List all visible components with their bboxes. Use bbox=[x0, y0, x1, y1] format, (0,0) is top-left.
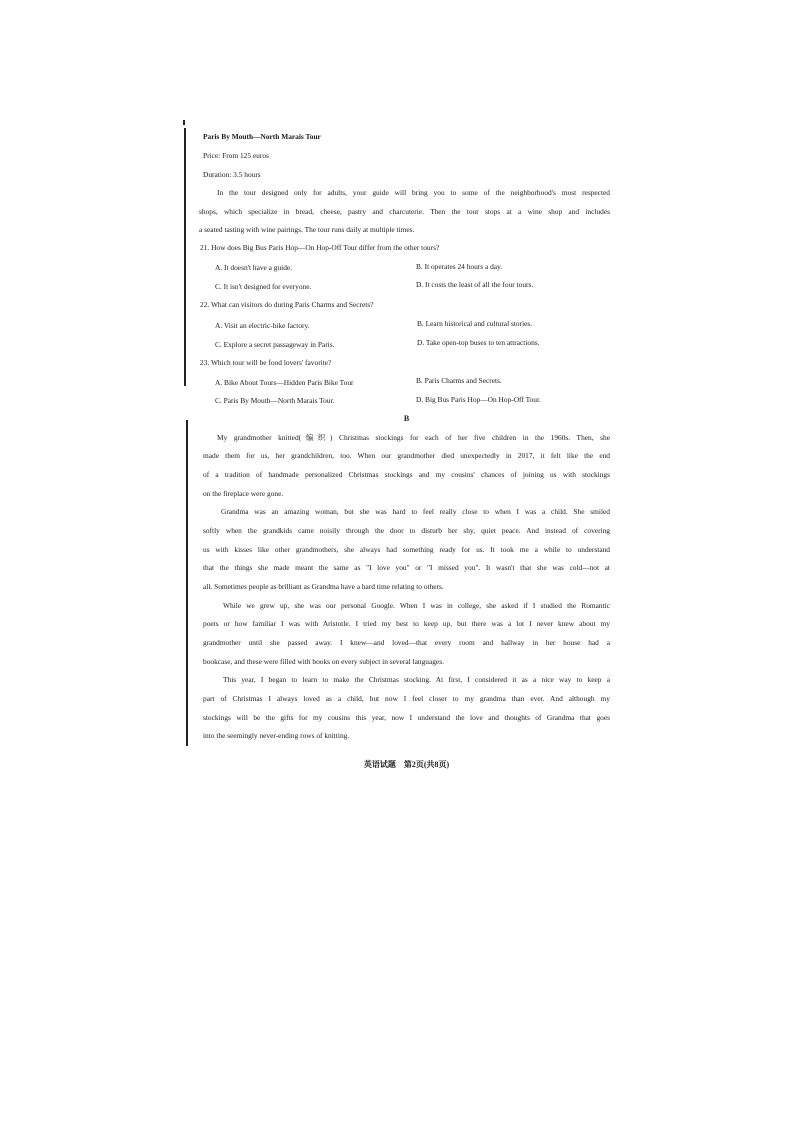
option-21c: C. It isn't designed for everyone. bbox=[215, 282, 312, 291]
question-23: 23. Which tour will be food lovers' favorite? bbox=[200, 358, 332, 367]
option-22c: C. Explore a secret passageway in Paris. bbox=[215, 340, 335, 349]
passage-b-line: of a tradition of handmade personalized Christmas stockings and my cousins' chances of joining us with stockings bbox=[203, 470, 610, 479]
passage-b-line: This year, I began to learn to make the Christmas stocking. At first, I considered it as a nice way to keep a bbox=[223, 675, 610, 684]
option-23d: D. Big Bus Paris Hop—On Hop-Off Tour. bbox=[416, 395, 541, 404]
option-23a: A. Bike About Tours—Hidden Paris Bike Tour bbox=[215, 378, 354, 387]
passage-b-line: part of Christmas I always loved as a child, but now I feel closer to my grandma than ever. And although my bbox=[203, 694, 610, 703]
option-21d: D. It costs the least of all the four tours. bbox=[416, 280, 534, 289]
question-22: 22. What can visitors do during Paris Charms and Secrets? bbox=[200, 300, 374, 309]
passage-b-line: made them for us, her grandchildren, too. When our grandmother died unexpectedly in 2017, it felt like the end bbox=[203, 451, 610, 460]
scan-margin-line-top bbox=[184, 128, 186, 386]
tour-description-line: a seated tasting with wine pairings. The tour runs daily at multiple times. bbox=[199, 225, 415, 234]
passage-b-line: poets or how familiar I was with Aristotle. I tried my best to keep up, but there was a lot I never knew about my bbox=[203, 619, 610, 628]
option-22a: A. Visit an electric-bike factory. bbox=[215, 321, 310, 330]
passage-b-line: softly when the grandkids came noisily through the door to disturb her shy, quiet peace. And instead of covering bbox=[203, 526, 610, 535]
passage-b-line: While we grew up, she was our personal Google. When I was in college, she asked if I studied the Romantic bbox=[223, 601, 610, 610]
passage-b-line: into the seemingly never-ending rows of knitting. bbox=[203, 731, 350, 740]
option-22d: D. Take open-top buses to ten attractions. bbox=[417, 338, 540, 347]
option-22b: B. Learn historical and cultural stories. bbox=[417, 319, 533, 328]
passage-b-line: My grandmother knitted(编织) Christmas stockings for each of her five children in the 1960s. Then, she bbox=[217, 433, 610, 442]
passage-b-line: us with kisses like other grandmothers, she always had something ready for us. It took me a while to understand bbox=[203, 545, 610, 554]
option-23b: B. Paris Charms and Secrets. bbox=[416, 376, 502, 385]
passage-b-line: grandmother until she passed away. I knew—and loved—that every room and hallway in her house had a bbox=[203, 638, 610, 647]
section-b-label: B bbox=[403, 414, 410, 423]
tour-description-line: In the tour designed only for adults, your guide will bring you to some of the neighborhood's most respected bbox=[217, 188, 610, 197]
passage-b-line: on the fireplace were gone. bbox=[203, 489, 284, 498]
option-21b: B. It operates 24 hours a day. bbox=[416, 262, 503, 271]
scan-margin-tick bbox=[183, 120, 185, 125]
question-21: 21. How does Big Bus Paris Hop—On Hop-Off Tour differ from the other tours? bbox=[200, 243, 440, 252]
passage-b-line: Grandma was an amazing woman, but she was hard to feel really close to when I was a child. She smiled bbox=[221, 507, 610, 516]
option-23c: C. Paris By Mouth—North Marais Tour. bbox=[215, 396, 335, 405]
passage-b-line: bookcase, and these were filled with books on every subject in several languages. bbox=[203, 657, 444, 666]
tour-price: Price: From 125 euros bbox=[203, 151, 269, 160]
tour-duration: Duration: 3.5 hours bbox=[203, 170, 261, 179]
page-footer: 英语试题 第2页(共8页) bbox=[363, 760, 450, 769]
tour-title: Paris By Mouth—North Marais Tour bbox=[203, 132, 321, 141]
passage-b-line: that the things she made meant the same as "I love you" or "I missed you". It wasn't that she was cold—not at bbox=[203, 563, 610, 572]
scan-margin-line-bottom bbox=[186, 420, 188, 746]
passage-b-line: all. Sometimes people as brilliant as Grandma have a hard time relating to others. bbox=[203, 582, 444, 591]
tour-description-line: shops, which specialize in bread, cheese, pastry and charcuterie. Then the tour stops at a wine shop and includes bbox=[199, 207, 610, 216]
option-21a: A. It doesn't have a guide. bbox=[215, 263, 293, 272]
passage-b-line: stockings will be the gifts for my cousins this year, now I understand the love and thoughts of Grandma that goes bbox=[203, 713, 610, 722]
